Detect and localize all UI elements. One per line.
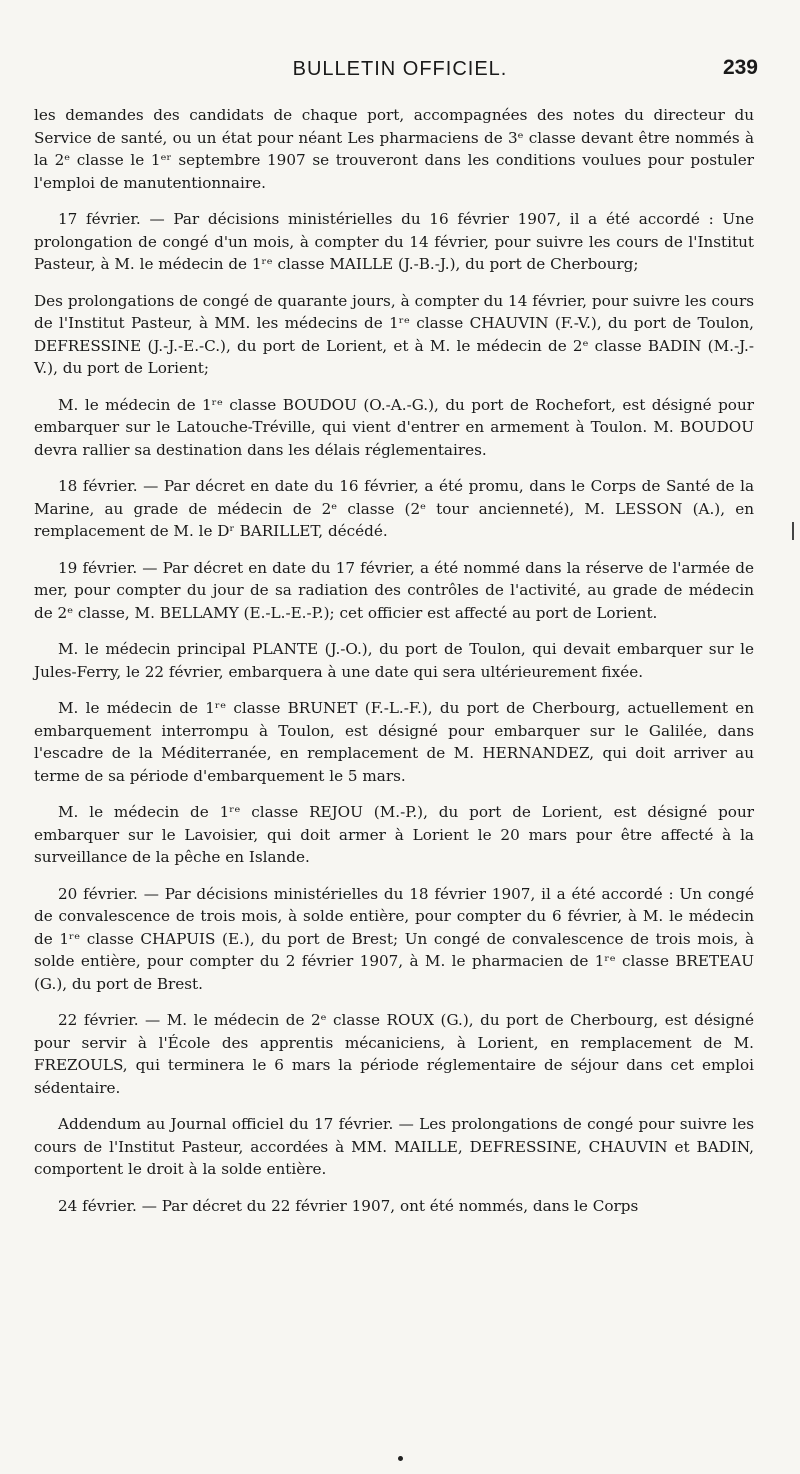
paragraph: M. le médecin de 1ʳᵉ classe BOUDOU (O.-A.-G.), du port de Rochefort, est désigné pour embarquer sur le Latouche-Tréville, qui vient d'entrer en armement à Toulon. M. BOUDOU devra rallier sa destination dans les délais réglementaires.	[34, 395, 754, 459]
paragraph: Des prolongations de congé de quarante jours, à compter du 14 février, pour suivre les cours de l'Institut Pasteur, à MM. les médecins de 1ʳᵉ classe CHAUVIN (F.-V.), du port de Toulon, DEFRESSINE (J.-J.-E.-C.), du port de Lorient, et à M. le médecin de 2ᵉ classe BADIN (M.-J.-V.), du port de Lorient;	[34, 291, 754, 377]
paragraph: 18 février. — Par décret en date du 16 février, a été promu, dans le Corps de Santé de la Marine, au grade de médecin de 2ᵉ classe (2ᵉ tour ancienneté), M. LESSON (A.), en remplacement de M. le Dʳ BARILLET, décédé.	[34, 477, 754, 540]
ink-dot	[398, 1456, 403, 1461]
page-number: 239	[722, 56, 758, 79]
paragraph: Addendum au Journal officiel du 17 février. — Les prolongations de congé pour suivre les cours de l'Institut Pasteur, accordées à MM. MAILLE, DEFRESSINE, CHAUVIN et BADIN, comportent le droit à la solde entière.	[34, 1115, 754, 1178]
paragraph: 17 février. — Par décisions ministérielles du 16 février 1907, il a été accordé : Une prolongation de congé d'un mois, à compter du 14 février, pour suivre les cours de l'Institut Pasteur, à M. le médecin de 1ʳᵉ classe MAILLE (J.-B.-J.), du port de Cherbourg;	[34, 210, 754, 273]
paragraph: 19 février. — Par décret en date du 17 février, a été nommé dans la réserve de l'armée de mer, pour compter du jour de sa radiation des contrôles de l'activité, au grade de médecin de 2ᵉ classe, M. BELLAMY (E.-L.-E.-P.); cet officier est affecté au port de Lorient.	[34, 558, 754, 622]
paragraph: M. le médecin de 1ʳᵉ classe REJOU (M.-P.), du port de Lorient, est désigné pour embarquer sur le Lavoisier, qui doit armer à Lorient le 20 mars pour être affecté à la surveillance de la pêche en Islande.	[34, 803, 754, 866]
paragraph: 20 février. — Par décisions ministérielles du 18 février 1907, il a été accordé : Un congé de convalescence de trois mois, à solde entière, pour compter du 6 février, à M. le médecin de 1ʳᵉ classe CHAPUIS (E.), du port de Brest; Un congé de convalescence de trois mois, à solde entière, pour compter du 2 février 1907, à M. le pharmacien de 1ʳᵉ classe BRETEAU (G.), du port de Brest.	[34, 884, 754, 993]
body-text	[34, 104, 754, 1231]
paragraph: les demandes des candidats de chaque port, accompagnées des notes du directeur du Service de santé, ou un état pour néant Les pharmaciens de 3ᵉ classe devant être nommés à la 2ᵉ classe le 1ᵉʳ septembre 1907 se trouveront dans les conditions voulues pour postuler l'emploi de manutentionnaire.	[34, 106, 754, 192]
running-title: BULLETIN OFFICIEL.	[292, 58, 508, 80]
paragraph: 22 février. — M. le médecin de 2ᵉ classe ROUX (G.), du port de Cherbourg, est désigné pour servir à l'École des apprentis mécaniciens, à Lorient, en remplacement de M. FREZOULS, qui terminera le 6 mars la période réglementaire de séjour dans cet emploi sédentaire.	[34, 1011, 754, 1097]
paragraph: 24 février. — Par décret du 22 février 1907, ont été nommés, dans le Corps	[58, 1196, 639, 1215]
paragraph: M. le médecin principal PLANTE (J.-O.), du port de Toulon, qui devait embarquer sur le Jules-Ferry, le 22 février, embarquera à une date qui sera ultérieurement fixée.	[34, 640, 754, 681]
running-head	[0, 52, 800, 86]
margin-mark	[792, 522, 794, 540]
paragraph: M. le médecin de 1ʳᵉ classe BRUNET (F.-L.-F.), du port de Cherbourg, actuellement en embarquement interrompu à Toulon, est désigné pour embarquer sur le Galilée, dans l'escadre de la Méditerranée, en remplacement de M. HERNANDEZ, qui doit arriver au terme de sa période d'embarquement le 5 mars.	[34, 699, 754, 785]
